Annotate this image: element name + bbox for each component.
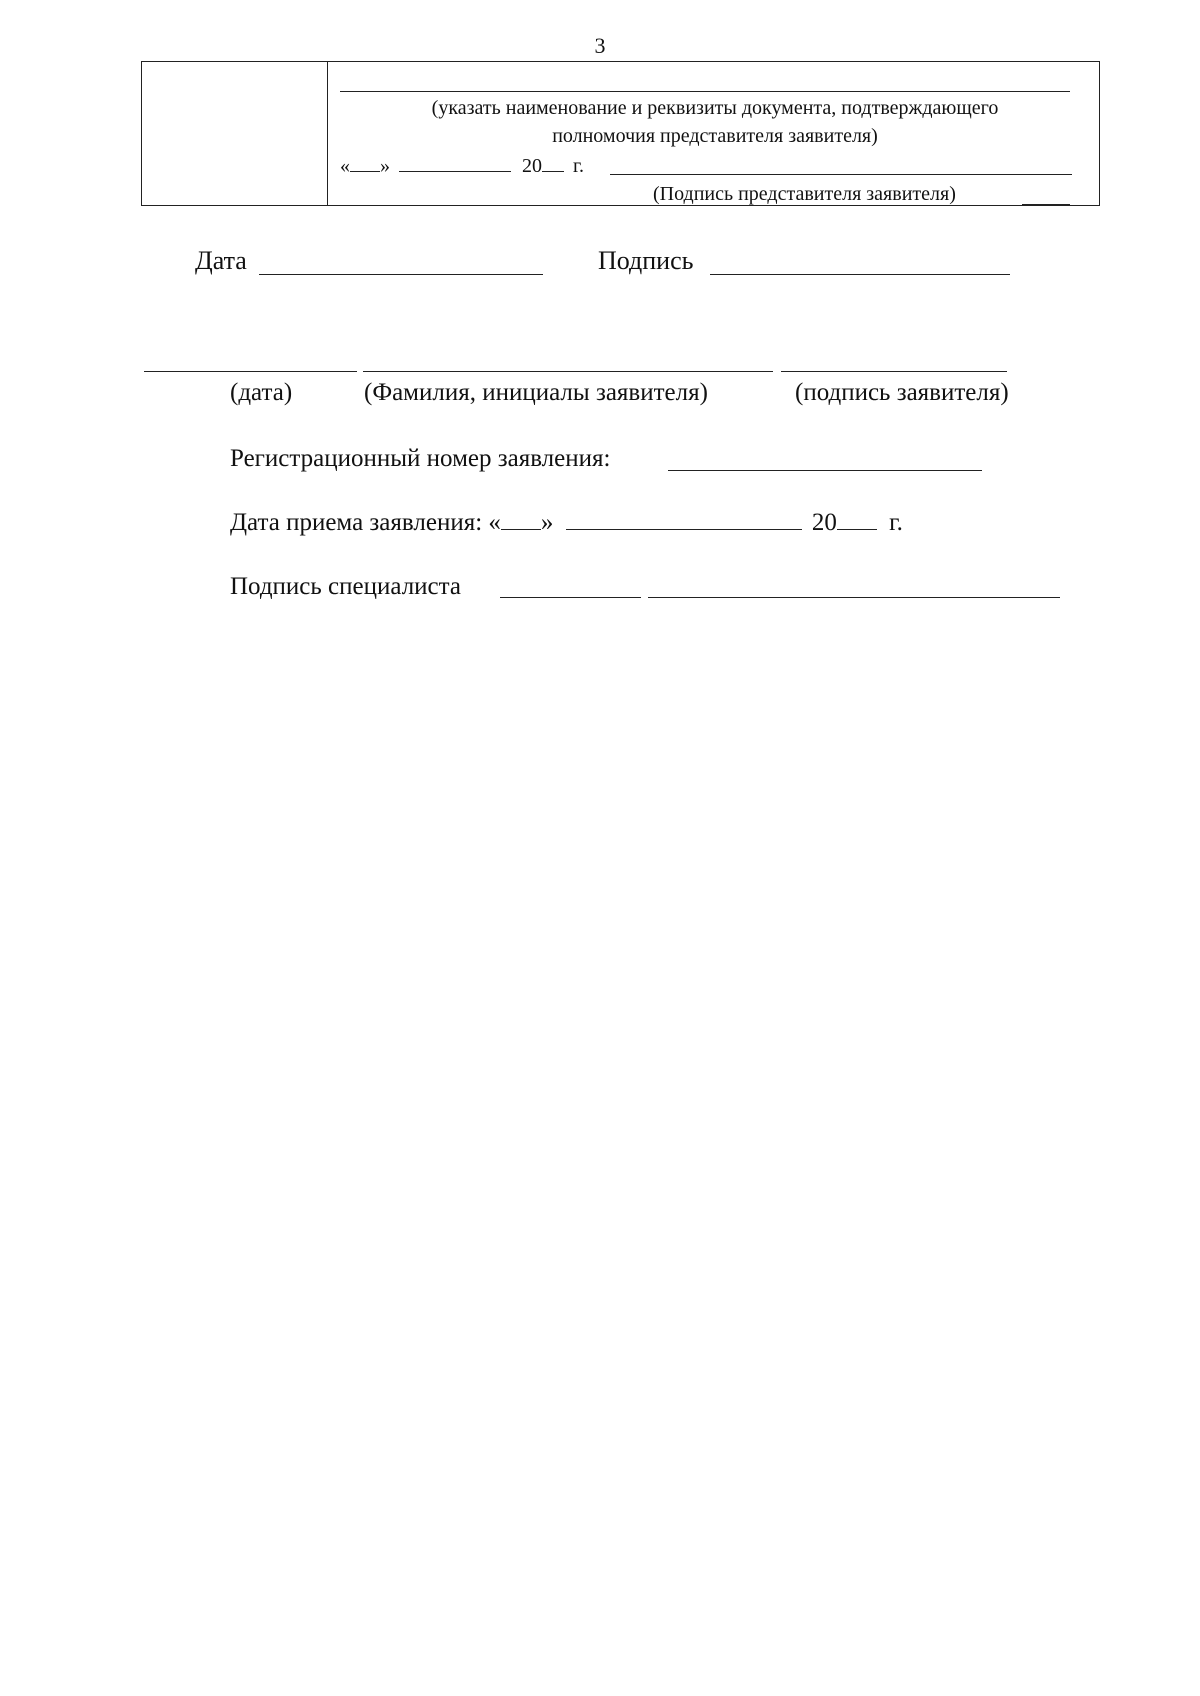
document-name-line[interactable] xyxy=(340,91,1070,92)
receipt-date-label: Дата приема заявления: xyxy=(230,509,483,536)
document-caption-line1: (указать наименование и реквизиты документа, подтверждающего xyxy=(431,97,999,119)
applicant-signature-caption: (подпись заявителя) xyxy=(795,379,1009,406)
date-label: Дата xyxy=(195,246,247,275)
applicant-signature-line[interactable] xyxy=(781,371,1007,372)
applicant-date-line[interactable] xyxy=(144,371,357,372)
day-blank[interactable] xyxy=(350,153,380,172)
receipt-date-row xyxy=(230,508,903,538)
page-number: 3 xyxy=(594,33,606,58)
representative-date-line xyxy=(340,153,584,178)
year-blank[interactable] xyxy=(542,153,564,172)
caption-underline-tail xyxy=(1022,204,1070,205)
receipt-close-quote: » xyxy=(540,509,554,536)
receipt-month-blank[interactable] xyxy=(566,511,802,530)
receipt-year-prefix: 20 xyxy=(811,509,837,536)
specialist-signature-line[interactable] xyxy=(500,597,641,598)
specialist-signature-label: Подпись специалиста xyxy=(230,573,461,600)
signature-line[interactable] xyxy=(710,274,1010,275)
receipt-open-quote: « xyxy=(488,509,501,536)
document-caption-line2: полномочия представителя заявителя) xyxy=(552,125,878,147)
receipt-day-blank[interactable] xyxy=(501,511,541,530)
date-line[interactable] xyxy=(259,274,543,275)
close-quote: » xyxy=(380,155,390,177)
applicant-date-caption: (дата) xyxy=(230,379,293,406)
representative-signature-line[interactable] xyxy=(610,174,1072,175)
year-suffix: г. xyxy=(573,155,584,177)
signature-label: Подпись xyxy=(598,246,694,275)
specialist-name-line[interactable] xyxy=(648,597,1060,598)
applicant-name-caption: (Фамилия, инициалы заявителя) xyxy=(364,379,708,406)
year-prefix: 20 xyxy=(522,155,542,177)
applicant-name-line[interactable] xyxy=(363,371,773,372)
receipt-year-suffix: г. xyxy=(889,509,903,536)
registration-number-label: Регистрационный номер заявления: xyxy=(230,445,611,472)
month-blank[interactable] xyxy=(399,153,511,172)
table-column-divider xyxy=(327,61,328,206)
open-quote: « xyxy=(340,155,350,177)
registration-number-line[interactable] xyxy=(668,470,982,471)
representative-signature-caption: (Подпись представителя заявителя) xyxy=(653,183,956,205)
receipt-year-blank[interactable] xyxy=(837,511,877,530)
